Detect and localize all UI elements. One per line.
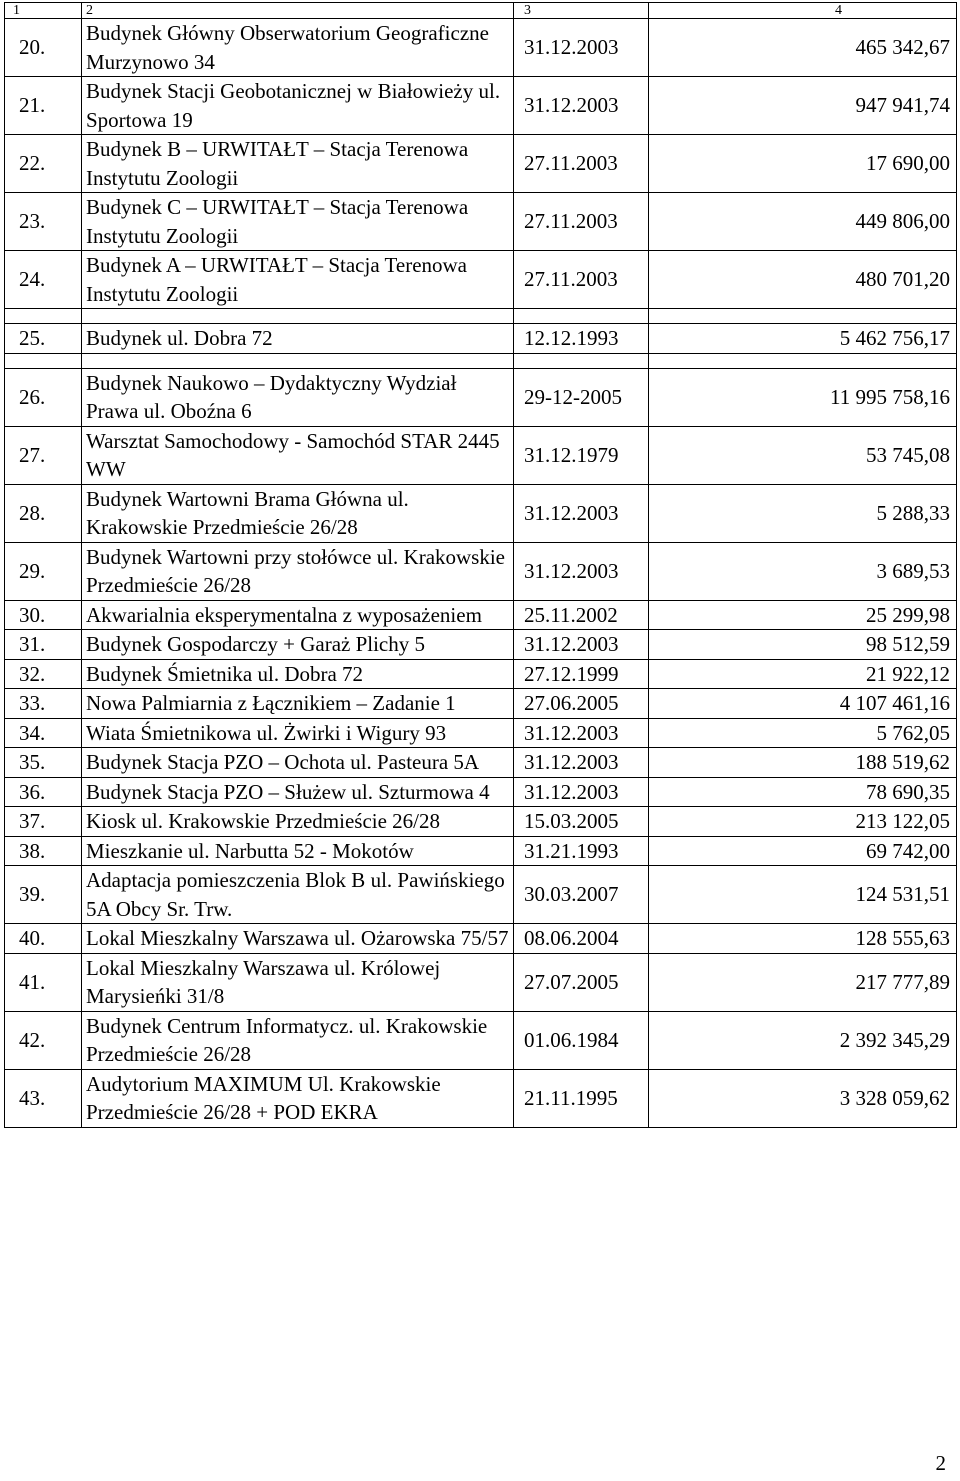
acquisition-date: 15.03.2005 [514, 807, 649, 837]
row-number: 38. [5, 836, 82, 866]
asset-name: Budynek Naukowo – Dydaktyczny Wydział Prawa ul. Oboźna 6 [82, 368, 514, 426]
acquisition-date: 01.06.1984 [514, 1011, 649, 1069]
asset-value: 5 462 756,17 [649, 324, 957, 354]
asset-name: Budynek Gospodarczy + Garaż Plichy 5 [82, 630, 514, 660]
row-number: 36. [5, 777, 82, 807]
acquisition-date: 25.11.2002 [514, 600, 649, 630]
row-number: 34. [5, 718, 82, 748]
asset-name: Budynek Wartowni Brama Główna ul. Krakowskie Przedmieście 26/28 [82, 484, 514, 542]
table-row [5, 1069, 957, 1127]
asset-value: 449 806,00 [649, 193, 957, 251]
table-row [5, 251, 957, 309]
table-row [5, 77, 957, 135]
table-row [5, 659, 957, 689]
asset-name: Budynek Stacji Geobotanicznej w Białowieży ul. Sportowa 19 [82, 77, 514, 135]
acquisition-date: 31.12.2003 [514, 777, 649, 807]
asset-value: 78 690,35 [649, 777, 957, 807]
column-number: 3 [514, 3, 649, 19]
table-row [5, 953, 957, 1011]
table-row [5, 368, 957, 426]
asset-name: Nowa Palmiarnia z Łącznikiem – Zadanie 1 [82, 689, 514, 719]
acquisition-date: 31.12.1979 [514, 426, 649, 484]
row-number: 39. [5, 866, 82, 924]
acquisition-date: 08.06.2004 [514, 924, 649, 954]
row-number: 37. [5, 807, 82, 837]
page-number: 2 [935, 1451, 946, 1475]
acquisition-date: 31.12.2003 [514, 77, 649, 135]
asset-name: Budynek Centrum Informatycz. ul. Krakowskie Przedmieście 26/28 [82, 1011, 514, 1069]
asset-name: Budynek ul. Dobra 72 [82, 324, 514, 354]
asset-name: Budynek Śmietnika ul. Dobra 72 [82, 659, 514, 689]
row-number: 29. [5, 542, 82, 600]
asset-name: Budynek Główny Obserwatorium Geograficzne Murzynowo 34 [82, 19, 514, 77]
table-spacer-row [5, 309, 957, 324]
asset-name: Budynek A – URWITAŁT – Stacja Terenowa Instytutu Zoologii [82, 251, 514, 309]
asset-value: 53 745,08 [649, 426, 957, 484]
acquisition-date: 27.11.2003 [514, 251, 649, 309]
asset-value: 465 342,67 [649, 19, 957, 77]
asset-value: 98 512,59 [649, 630, 957, 660]
asset-name: Budynek B – URWITAŁT – Stacja Terenowa Instytutu Zoologii [82, 135, 514, 193]
column-number-row [5, 3, 957, 19]
asset-value: 3 328 059,62 [649, 1069, 957, 1127]
acquisition-date: 29-12-2005 [514, 368, 649, 426]
asset-value: 124 531,51 [649, 866, 957, 924]
asset-value: 3 689,53 [649, 542, 957, 600]
row-number: 24. [5, 251, 82, 309]
table-row [5, 324, 957, 354]
asset-value: 5 762,05 [649, 718, 957, 748]
table-row [5, 426, 957, 484]
asset-value: 2 392 345,29 [649, 1011, 957, 1069]
asset-value: 25 299,98 [649, 600, 957, 630]
asset-value: 17 690,00 [649, 135, 957, 193]
asset-value: 217 777,89 [649, 953, 957, 1011]
asset-value: 947 941,74 [649, 77, 957, 135]
table-row [5, 807, 957, 837]
acquisition-date: 27.12.1999 [514, 659, 649, 689]
table-row [5, 689, 957, 719]
table-row [5, 748, 957, 778]
asset-value: 11 995 758,16 [649, 368, 957, 426]
acquisition-date: 27.07.2005 [514, 953, 649, 1011]
row-number: 33. [5, 689, 82, 719]
asset-name: Audytorium MAXIMUM Ul. Krakowskie Przedmieście 26/28 + POD EKRA [82, 1069, 514, 1127]
row-number: 23. [5, 193, 82, 251]
acquisition-date: 31.12.2003 [514, 748, 649, 778]
table-row [5, 718, 957, 748]
acquisition-date: 27.06.2005 [514, 689, 649, 719]
row-number: 42. [5, 1011, 82, 1069]
asset-name: Lokal Mieszkalny Warszawa ul. Królowej Marysieńki 31/8 [82, 953, 514, 1011]
table-row [5, 1011, 957, 1069]
asset-value: 128 555,63 [649, 924, 957, 954]
table-row [5, 193, 957, 251]
acquisition-date: 31.12.2003 [514, 718, 649, 748]
column-number: 1 [5, 3, 82, 19]
table-row [5, 600, 957, 630]
asset-name: Budynek Wartowni przy stołówce ul. Krakowskie Przedmieście 26/28 [82, 542, 514, 600]
asset-value: 69 742,00 [649, 836, 957, 866]
asset-value: 213 122,05 [649, 807, 957, 837]
row-number: 31. [5, 630, 82, 660]
acquisition-date: 31.12.2003 [514, 484, 649, 542]
row-number: 43. [5, 1069, 82, 1127]
row-number: 35. [5, 748, 82, 778]
acquisition-date: 27.11.2003 [514, 193, 649, 251]
asset-value: 5 288,33 [649, 484, 957, 542]
acquisition-date: 30.03.2007 [514, 866, 649, 924]
asset-value: 4 107 461,16 [649, 689, 957, 719]
asset-value: 188 519,62 [649, 748, 957, 778]
asset-value: 21 922,12 [649, 659, 957, 689]
asset-name: Kiosk ul. Krakowskie Przedmieście 26/28 [82, 807, 514, 837]
column-number: 2 [82, 3, 514, 19]
table-row [5, 542, 957, 600]
acquisition-date: 12.12.1993 [514, 324, 649, 354]
asset-register-table [4, 2, 957, 1128]
asset-name: Lokal Mieszkalny Warszawa ul. Ożarowska 75/57 [82, 924, 514, 954]
asset-name: Budynek C – URWITAŁT – Stacja Terenowa Instytutu Zoologii [82, 193, 514, 251]
row-number: 41. [5, 953, 82, 1011]
table-spacer-row [5, 353, 957, 368]
asset-name: Mieszkanie ul. Narbutta 52 - Mokotów [82, 836, 514, 866]
row-number: 28. [5, 484, 82, 542]
table-row [5, 777, 957, 807]
acquisition-date: 31.21.1993 [514, 836, 649, 866]
row-number: 30. [5, 600, 82, 630]
row-number: 20. [5, 19, 82, 77]
asset-name: Wiata Śmietnikowa ul. Żwirki i Wigury 93 [82, 718, 514, 748]
asset-value: 480 701,20 [649, 251, 957, 309]
table-row [5, 135, 957, 193]
table-row [5, 630, 957, 660]
row-number: 40. [5, 924, 82, 954]
asset-name: Budynek Stacja PZO – Ochota ul. Pasteura 5A [82, 748, 514, 778]
asset-name: Akwarialnia eksperymentalna z wyposażeniem [82, 600, 514, 630]
table-row [5, 924, 957, 954]
acquisition-date: 27.11.2003 [514, 135, 649, 193]
acquisition-date: 31.12.2003 [514, 19, 649, 77]
row-number: 22. [5, 135, 82, 193]
asset-name: Budynek Stacja PZO – Służew ul. Szturmowa 4 [82, 777, 514, 807]
acquisition-date: 31.12.2003 [514, 542, 649, 600]
table-row [5, 836, 957, 866]
row-number: 27. [5, 426, 82, 484]
column-number: 4 [649, 3, 957, 19]
table-row [5, 866, 957, 924]
row-number: 26. [5, 368, 82, 426]
row-number: 32. [5, 659, 82, 689]
acquisition-date: 21.11.1995 [514, 1069, 649, 1127]
table-row [5, 19, 957, 77]
asset-name: Adaptacja pomieszczenia Blok B ul. Pawińskiego 5A Obcy Sr. Trw. [82, 866, 514, 924]
row-number: 21. [5, 77, 82, 135]
table-row [5, 484, 957, 542]
acquisition-date: 31.12.2003 [514, 630, 649, 660]
asset-name: Warsztat Samochodowy - Samochód STAR 2445 WW [82, 426, 514, 484]
row-number: 25. [5, 324, 82, 354]
